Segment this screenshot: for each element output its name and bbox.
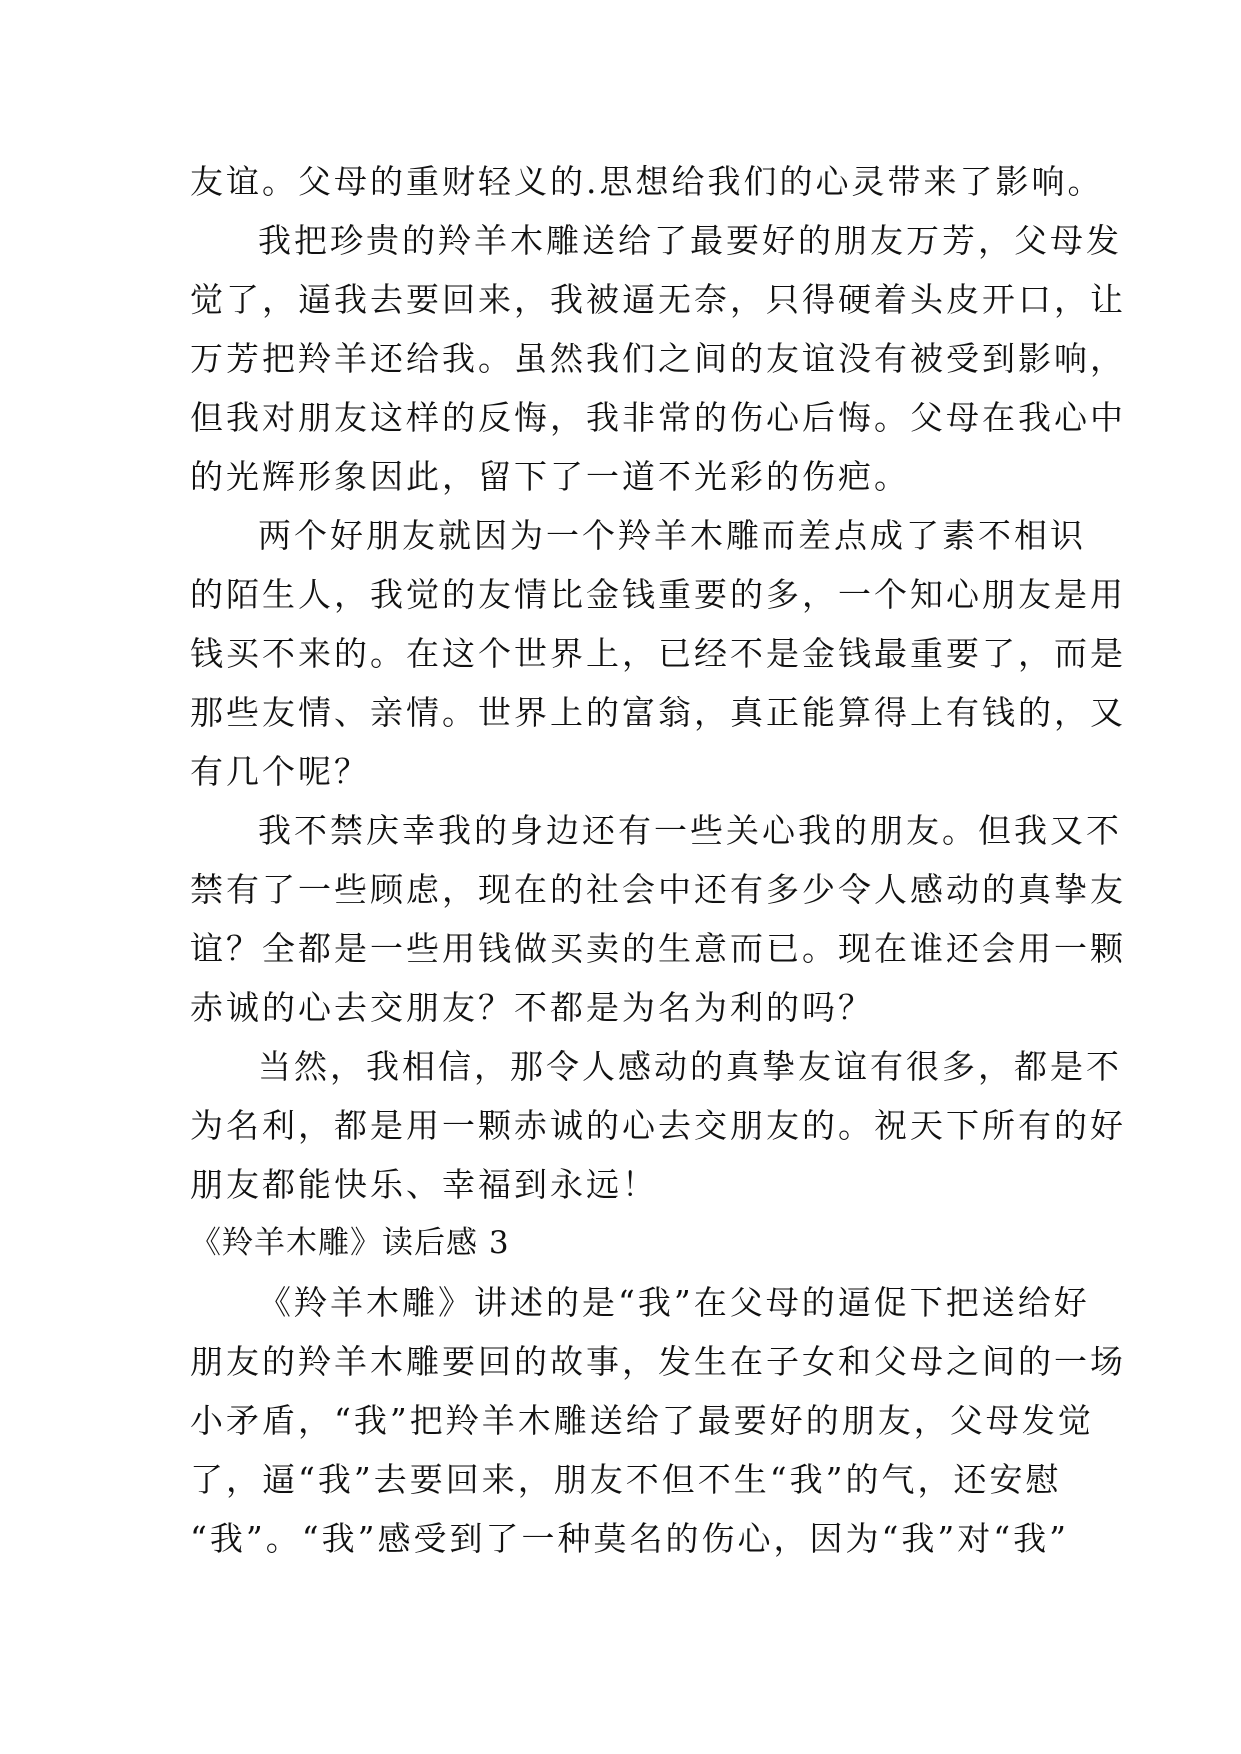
text-line: 万芳把羚羊还给我。虽然我们之间的友谊没有被受到影响， <box>190 339 1126 378</box>
text-line: 为名利，都是用一颗赤诚的心去交朋友的。祝天下所有的好 <box>190 1106 1126 1145</box>
paragraph-start: 我把珍贵的羚羊木雕送给了最要好的朋友万芳，父母发 <box>258 221 1122 260</box>
paragraph-start: 我不禁庆幸我的身边还有一些关心我的朋友。但我又不 <box>258 811 1122 850</box>
paragraph-start: 《羚羊木雕》讲述的是“我”在父母的逼促下把送给好 <box>258 1283 1090 1322</box>
text-line: 了，逼“我”去要回来，朋友不但不生“我”的气，还安慰 <box>190 1460 1062 1499</box>
text-line: 钱买不来的。在这个世界上，已经不是金钱最重要了，而是 <box>190 634 1126 673</box>
paragraph-start: 当然，我相信，那令人感动的真挚友谊有很多，都是不 <box>258 1047 1122 1086</box>
text-line: 朋友的羚羊木雕要回的故事，发生在子女和父母之间的一场 <box>190 1342 1126 1381</box>
paragraph-start: 两个好朋友就因为一个羚羊木雕而差点成了素不相识 <box>258 516 1086 555</box>
text-line: 谊？全都是一些用钱做买卖的生意而已。现在谁还会用一颗 <box>190 929 1126 968</box>
text-line: 朋友都能快乐、幸福到永远！ <box>190 1165 658 1204</box>
text-line: 的陌生人，我觉的友情比金钱重要的多，一个知心朋友是用 <box>190 575 1126 614</box>
text-line: 小矛盾，“我”把羚羊木雕送给了最要好的朋友，父母发觉 <box>190 1401 1094 1440</box>
text-line: 禁有了一些顾虑，现在的社会中还有多少令人感动的真挚友 <box>190 870 1126 909</box>
document-body <box>190 152 1126 1568</box>
text-line: 有几个呢？ <box>190 752 370 791</box>
text-line: 友谊。父母的重财轻义的.思想给我们的心灵带来了影响。 <box>190 162 1104 201</box>
text-line: 那些友情、亲情。世界上的富翁，真正能算得上有钱的，又 <box>190 693 1126 732</box>
text-line: “我”。“我”感受到了一种莫名的伤心，因为“我”对“我” <box>190 1519 1069 1558</box>
text-line: 觉了，逼我去要回来，我被逼无奈，只得硬着头皮开口，让 <box>190 280 1126 319</box>
text-line: 的光辉形象因此，留下了一道不光彩的伤疤。 <box>190 457 910 496</box>
text-line: 赤诚的心去交朋友？不都是为名为利的吗？ <box>190 988 874 1027</box>
section-heading: 《羚羊木雕》读后感 3 <box>190 1225 510 1261</box>
text-line: 但我对朋友这样的反悔，我非常的伤心后悔。父母在我心中 <box>190 398 1126 437</box>
